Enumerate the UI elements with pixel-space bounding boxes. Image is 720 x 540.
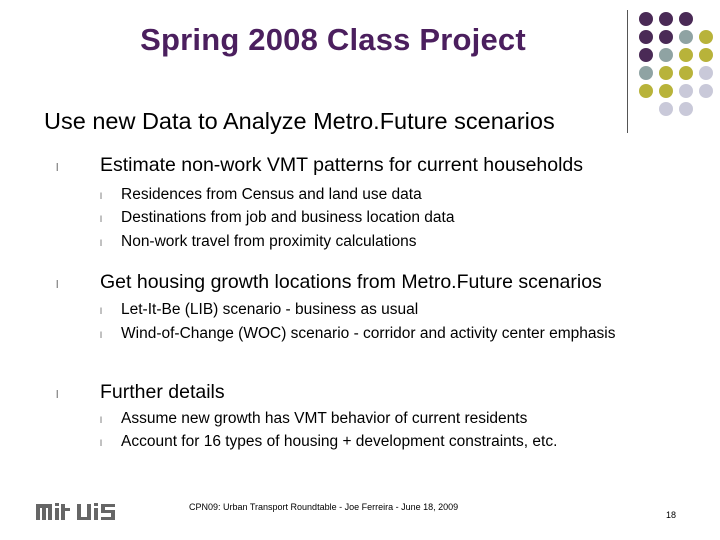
dot xyxy=(639,84,653,98)
dot xyxy=(659,48,673,62)
bullet-marker: l xyxy=(56,279,59,291)
slide-subtitle: Use new Data to Analyze Metro.Future scenarios xyxy=(44,108,555,134)
dot xyxy=(679,84,693,98)
dot xyxy=(679,30,693,44)
divider-line xyxy=(627,10,628,133)
sub-bullet-marker: l xyxy=(100,330,102,340)
sub-bullet-item: Destinations from job and business location data xyxy=(121,209,455,226)
bullet-item: Get housing growth locations from Metro.Future scenarios xyxy=(100,271,602,293)
page-number: 18 xyxy=(666,510,677,520)
dot xyxy=(699,30,713,44)
dot xyxy=(699,48,713,62)
dot xyxy=(659,66,673,80)
sub-bullet-item: Residences from Census and land use data xyxy=(121,186,422,203)
bullet-marker: l xyxy=(56,162,59,174)
sub-bullet-marker: l xyxy=(100,415,102,425)
sub-bullet-item: Wind-of-Change (WOC) scenario - corridor and activity center emphasis xyxy=(121,325,616,342)
dot xyxy=(639,30,653,44)
dot xyxy=(639,12,653,26)
sub-bullet-item: Assume new growth has VMT behavior of current residents xyxy=(121,410,528,427)
dot xyxy=(639,66,653,80)
dot xyxy=(659,12,673,26)
sub-bullet-marker: l xyxy=(100,238,102,248)
dot xyxy=(659,84,673,98)
sub-bullet-marker: l xyxy=(100,191,102,201)
footer-text: CPN09: Urban Transport Roundtable - Joe Ferreira - June 18, 2009 xyxy=(189,502,459,512)
dot xyxy=(679,12,693,26)
mit-dusp-logo xyxy=(36,500,118,524)
sub-bullet-item: Let-It-Be (LIB) scenario - business as usual xyxy=(121,301,419,318)
sub-bullet-marker: l xyxy=(100,306,102,316)
dot xyxy=(659,30,673,44)
dot xyxy=(659,102,673,116)
slide-title: Spring 2008 Class Project xyxy=(140,22,526,57)
sub-bullet-item: Account for 16 types of housing + development constraints, etc. xyxy=(121,433,558,450)
sub-bullet-item: Non-work travel from proximity calculations xyxy=(121,233,417,250)
sub-bullet-marker: l xyxy=(100,214,102,224)
dot xyxy=(679,102,693,116)
dot xyxy=(679,48,693,62)
dot xyxy=(699,84,713,98)
sub-bullet-marker: l xyxy=(100,438,102,448)
bullet-marker: l xyxy=(56,389,59,401)
dot xyxy=(679,66,693,80)
bullet-item: Further details xyxy=(100,381,225,403)
dot xyxy=(699,66,713,80)
dot xyxy=(639,48,653,62)
bullet-item: Estimate non-work VMT patterns for current households xyxy=(100,154,584,176)
